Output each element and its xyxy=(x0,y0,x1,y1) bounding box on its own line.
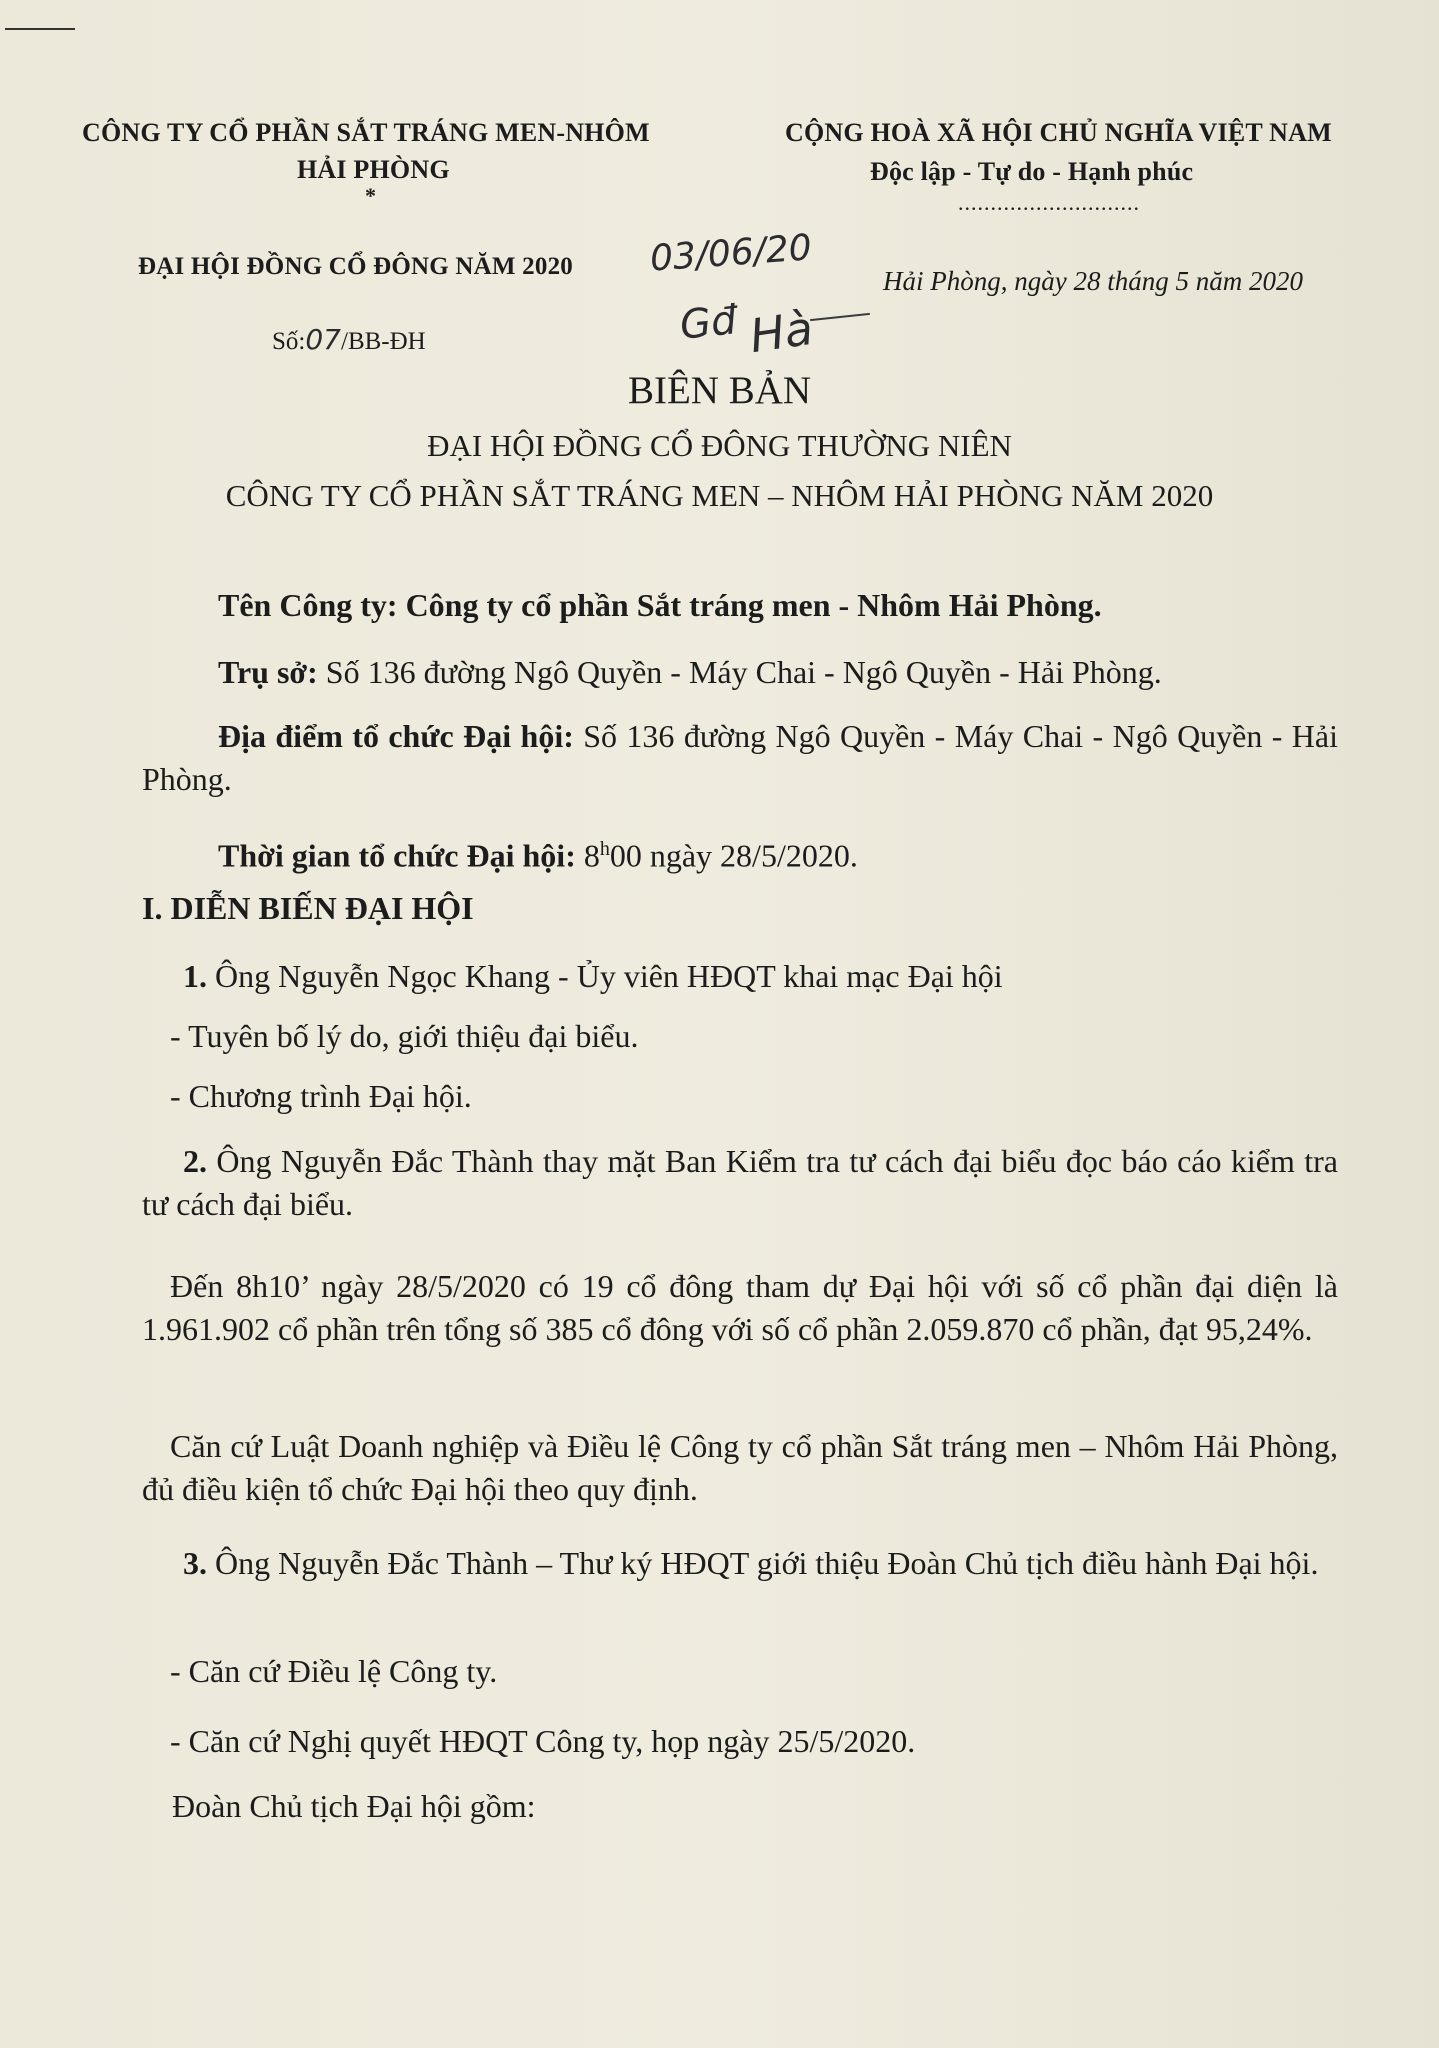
time-hour: 8 xyxy=(575,837,600,874)
venue-label: Địa điểm tổ chức Đại hội: xyxy=(218,718,574,754)
handwritten-stroke xyxy=(810,313,870,321)
motto-dots: ............................ xyxy=(958,190,1140,215)
item-3-number: 3. xyxy=(183,1545,207,1581)
handwritten-initial: Hà xyxy=(746,300,817,364)
item-3-text: Ông Nguyễn Đắc Thành – Thư ký HĐQT giới thiệu Đoàn Chủ tịch điều hành Đại hội. xyxy=(207,1545,1319,1581)
venue-info xyxy=(142,715,1338,801)
basis-paragraph: Căn cứ Luật Doanh nghiệp và Điều lệ Công ty cổ phần Sắt tráng men – Nhôm Hải Phòng, đủ điều kiện tổ chức Đại hội theo quy định. xyxy=(142,1428,1338,1507)
item-2-number: 2. xyxy=(183,1143,207,1179)
item-1-text: Ông Nguyễn Ngọc Khang - Ủy viên HĐQT khai mạc Đại hội xyxy=(207,958,1003,994)
time-sup: h xyxy=(599,838,610,860)
headquarters-value: Số 136 đường Ngô Quyền - Máy Chai - Ngô Quyền - Hải Phòng. xyxy=(317,654,1162,690)
star-mark: * xyxy=(365,183,376,208)
place-date: Hải Phòng, ngày 28 tháng 5 năm 2020 xyxy=(883,266,1303,296)
company-name: CÔNG TY CỔ PHẦN SẮT TRÁNG MEN-NHÔM xyxy=(82,118,650,147)
time-info xyxy=(218,828,858,878)
section-heading: I. DIỄN BIẾN ĐẠI HỘI xyxy=(142,890,474,926)
corner-mark xyxy=(5,28,75,30)
item-3-sub-2: - Căn cứ Nghị quyết HĐQT Công ty, họp ngày 25/5/2020. xyxy=(170,1723,916,1759)
country-name: CỘNG HOÀ XÃ HỘI CHỦ NGHĨA VIỆT NAM xyxy=(785,118,1332,147)
headquarters-label: Trụ sở: xyxy=(218,654,318,690)
item-1-sub-1: - Tuyên bố lý do, giới thiệu đại biểu. xyxy=(170,1018,639,1054)
document-number xyxy=(272,323,426,356)
item-3 xyxy=(142,1542,1338,1585)
handwritten-note: Gđ xyxy=(677,297,739,349)
number-suffix: /BB-ĐH xyxy=(341,328,426,355)
time-label: Thời gian tổ chức Đại hội: xyxy=(218,837,576,874)
headquarters-info xyxy=(218,651,1162,694)
assembly-title: ĐẠI HỘI ĐỒNG CỔ ĐÔNG NĂM 2020 xyxy=(138,253,573,280)
item-2-text: Ông Nguyễn Đắc Thành thay mặt Ban Kiểm tra tư cách đại biểu đọc báo cáo kiểm tra tư cách đại biểu. xyxy=(142,1143,1338,1222)
document-subtitle-2: CÔNG TY CỔ PHẦN SẮT TRÁNG MEN – NHÔM HẢI PHÒNG NĂM 2020 xyxy=(225,478,1214,513)
number-prefix: Số: xyxy=(272,328,306,355)
presidium-intro: Đoàn Chủ tịch Đại hội gồm: xyxy=(172,1788,536,1824)
document-title: BIÊN BẢN xyxy=(627,369,812,412)
company-info: Tên Công ty: Công ty cổ phần Sắt tráng men - Nhôm Hải Phòng. xyxy=(218,587,1102,623)
attendance-paragraph: Đến 8h10’ ngày 28/5/2020 có 19 cổ đông tham dự Đại hội với số cổ phần đại diện là 1.961.902 cổ phần trên tổng số 385 cổ đông với số cổ phần 2.059.870 cổ phần, đạt 95,24%. xyxy=(142,1268,1338,1347)
handwritten-date: 03/06/20 xyxy=(648,227,813,280)
item-1-number: 1. xyxy=(183,958,207,994)
time-rest: 00 ngày 28/5/2020. xyxy=(609,837,858,874)
venue-value: Số 136 đường Ngô Quyền - Máy Chai - Ngô Quyền - Hải Phòng. xyxy=(142,718,1339,797)
document-subtitle: ĐẠI HỘI ĐỒNG CỔ ĐÔNG THƯỜNG NIÊN xyxy=(427,428,1012,463)
item-3-sub-1: - Căn cứ Điều lệ Công ty. xyxy=(170,1653,498,1689)
item-1-sub-2: - Chương trình Đại hội. xyxy=(170,1078,472,1114)
motto: Độc lập - Tự do - Hạnh phúc xyxy=(870,157,1194,186)
company-city: HẢI PHÒNG xyxy=(297,155,450,184)
number-handwritten: 07 xyxy=(305,323,341,356)
item-2 xyxy=(142,1140,1338,1226)
item-1 xyxy=(183,955,1003,998)
